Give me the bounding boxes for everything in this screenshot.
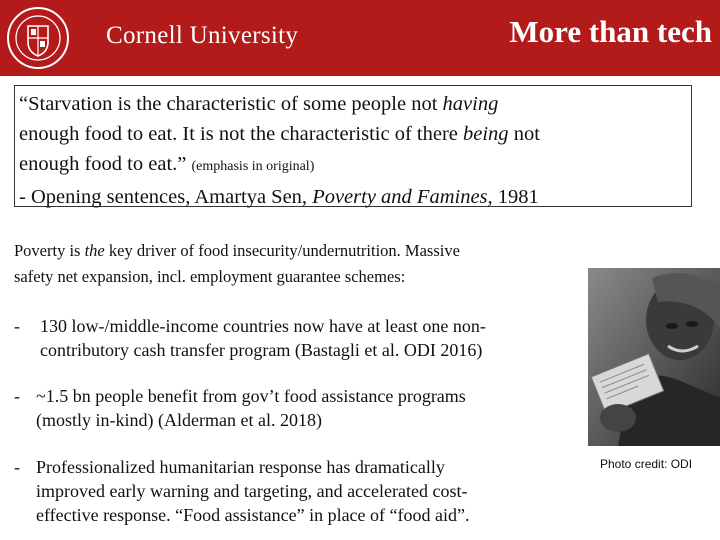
intro-paragraph: Poverty is the key driver of food insecurity/undernutrition. Massive safety net expansion, incl. employment guarantee schemes: [14, 241, 460, 286]
quote-line-1: “Starvation is the characteristic of some people not having [19, 93, 499, 115]
bullet-cash-transfers: - 130 low-/middle-income countries now have at least one non- contributory cash transfer program (Bastagli et al. ODI 2016) [14, 316, 486, 360]
sen-quote-box [14, 85, 692, 207]
photo-woman-holding-card [588, 268, 720, 446]
quote-line-3: enough food to eat.” (emphasis in original) [19, 153, 315, 175]
cornell-seal-logo [6, 6, 70, 70]
university-name: Cornell University [106, 22, 299, 49]
bullet-food-assistance: - ~1.5 bn people benefit from gov’t food assistance programs (mostly in-kind) (Alderman et al. 2018) [14, 386, 466, 430]
slide-title: More than tech [509, 14, 712, 49]
header-bar [0, 0, 720, 76]
quote-line-2: enough food to eat. It is not the characteristic of there being not [19, 123, 540, 145]
emphasis-note: (emphasis in original) [191, 159, 315, 174]
quote-attribution: - Opening sentences, Amartya Sen, Poverty and Famines, 1981 [19, 186, 539, 208]
bullet-humanitarian-response: - Professionalized humanitarian response has dramatically improved early warning and targeting, and accelerated cost- effective response. “Food assistance” in place of “food aid”. [14, 457, 470, 525]
photo-credit: Photo credit: ODI [600, 457, 693, 471]
